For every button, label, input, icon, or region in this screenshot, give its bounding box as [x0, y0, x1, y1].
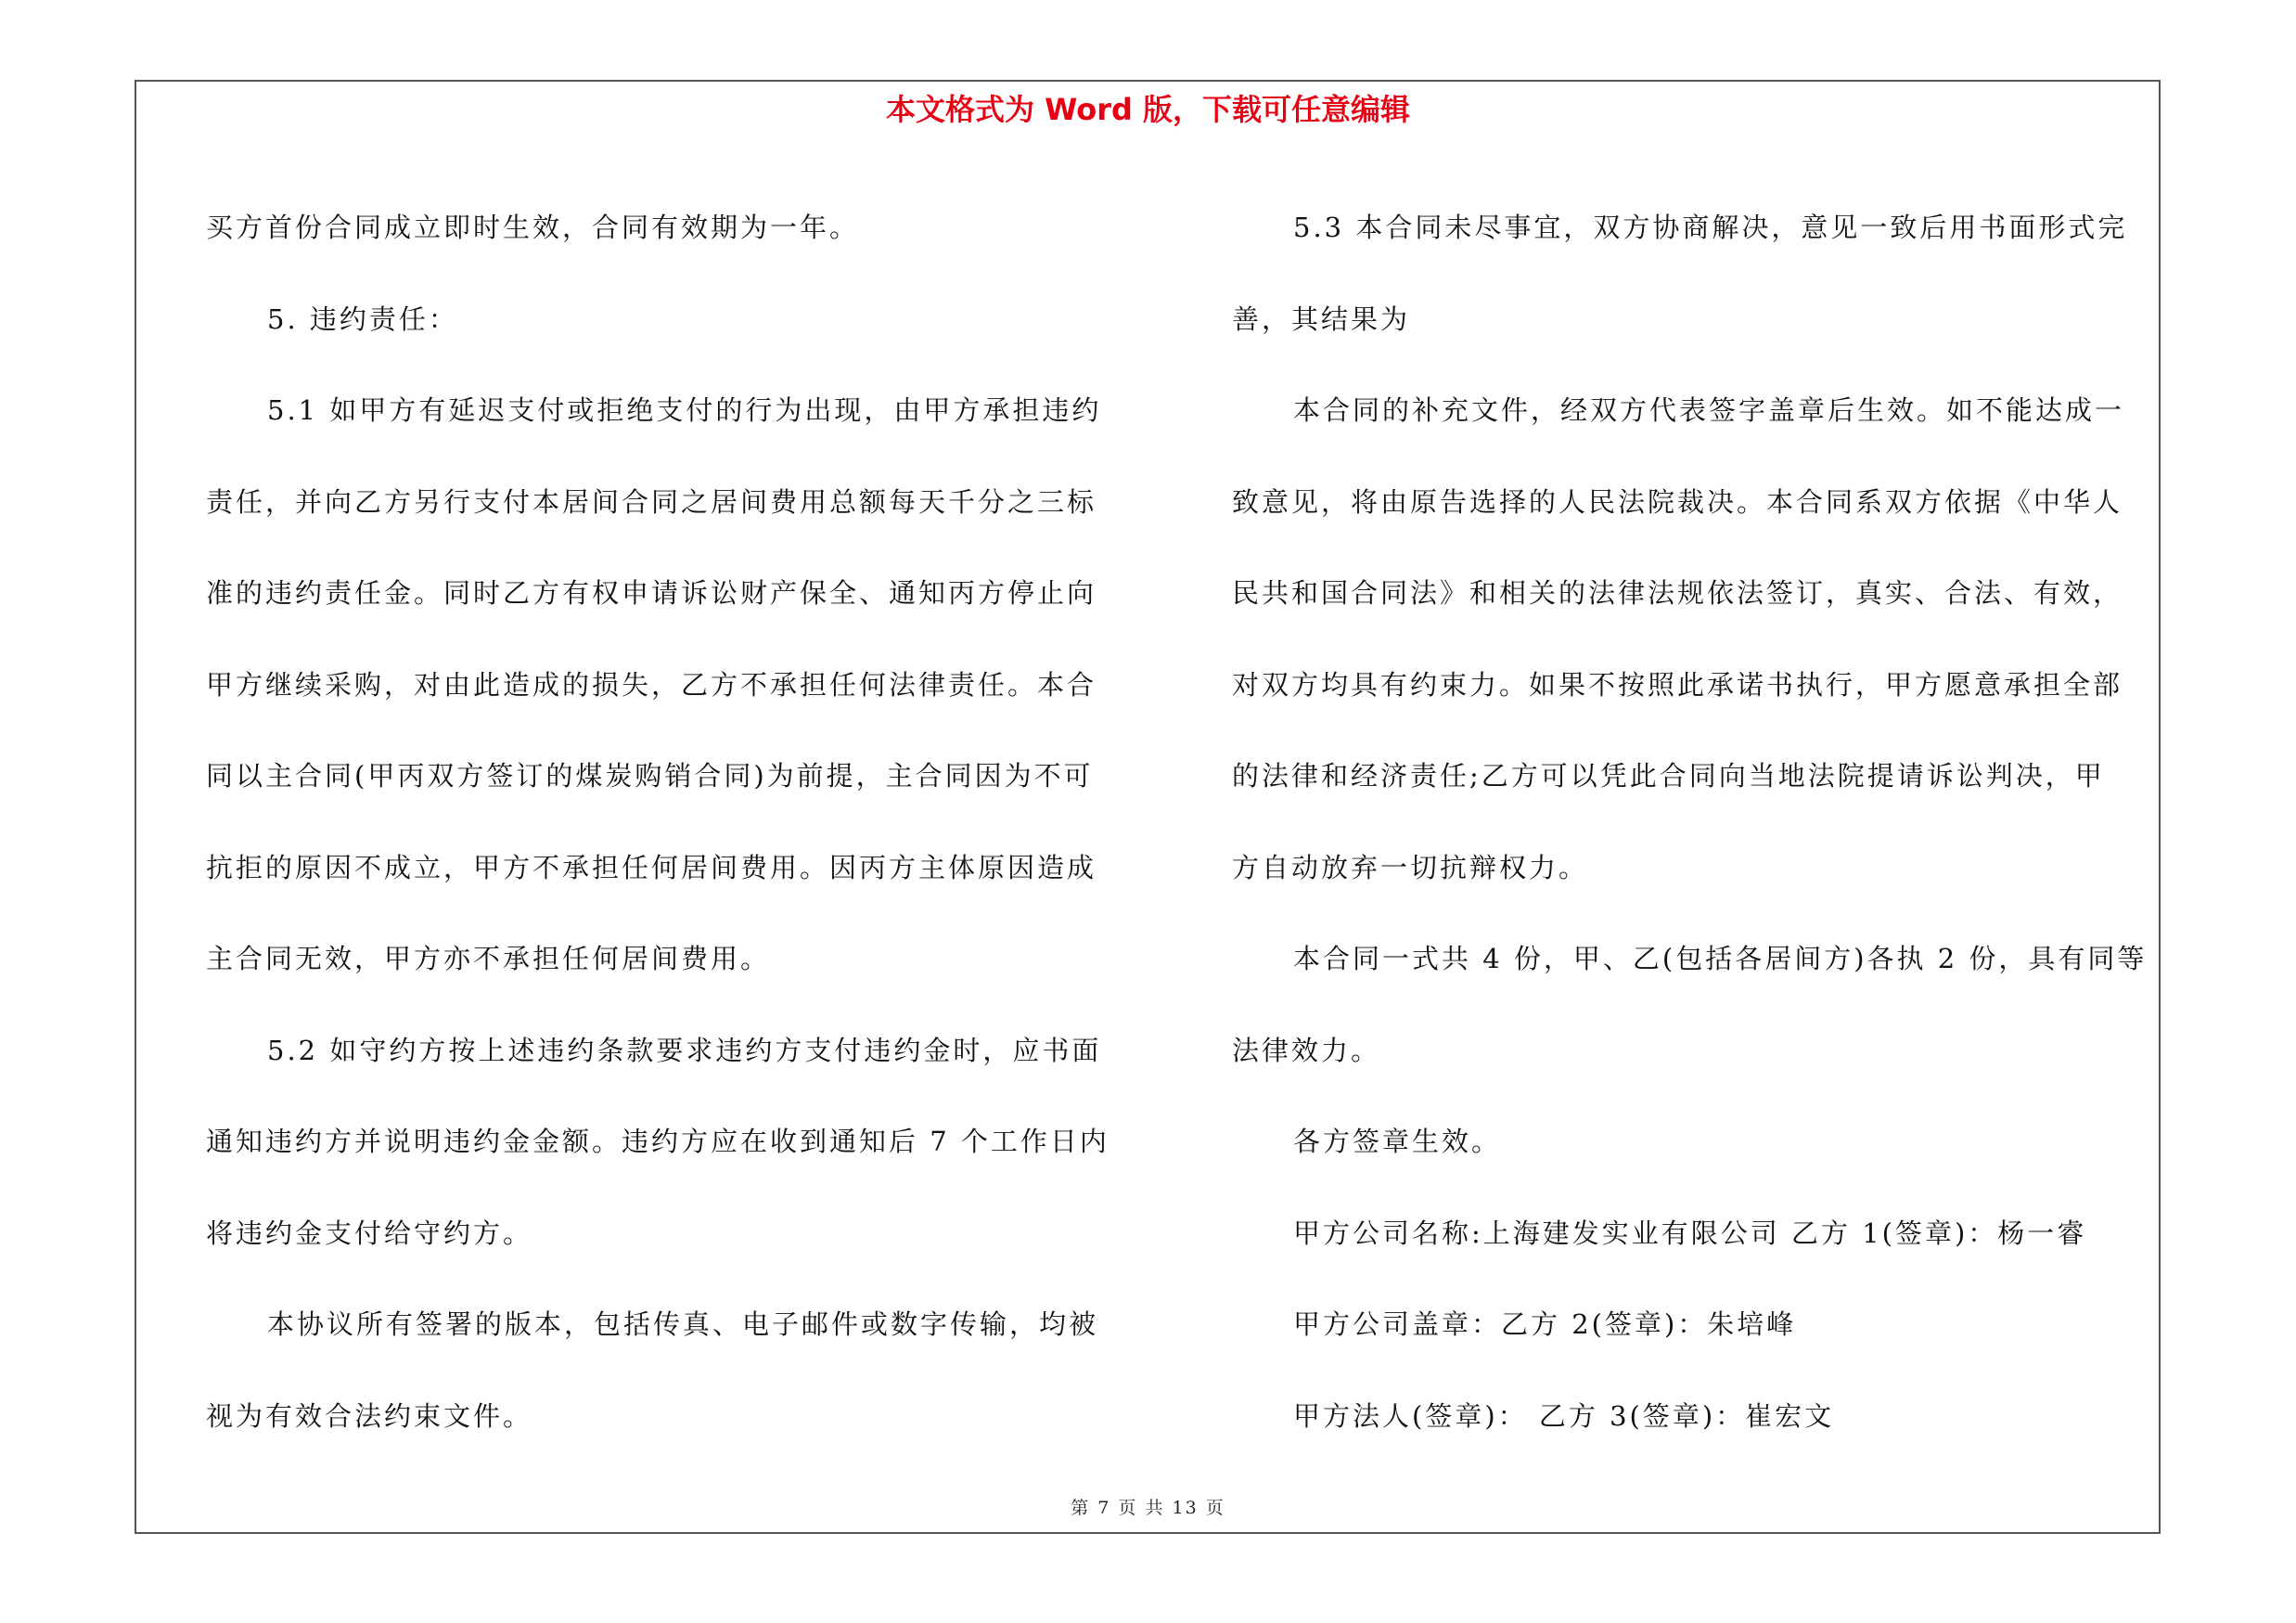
paragraph-line: 甲方继续采购，对由此造成的损失，乙方不承担任何法律责任。本合 — [206, 668, 1097, 701]
paragraph-line: 准的违约责任金。同时乙方有权申请诉讼财产保全、通知丙方停止向 — [206, 577, 1097, 609]
page-number: 第 7 页 共 13 页 — [1071, 1498, 1225, 1518]
paragraph-line: 对双方均具有约束力。如果不按照此承诺书执行，甲方愿意承担全部 — [1232, 668, 2123, 701]
paragraph-line: 抗拒的原因不成立，甲方不承担任何居间费用。因丙方主体原因造成 — [206, 851, 1097, 883]
paragraph-line: 各方签章生效。 — [1293, 1126, 1502, 1157]
paragraph-line: 通知违约方并说明违约金金额。违约方应在收到通知后 7 个工作日内 — [206, 1126, 1110, 1157]
paragraph-line: 民共和国合同法》和相关的法律法规依法签订，真实、合法、有效， — [1232, 577, 2123, 609]
paragraph-line: 将违约金支付给守约方。 — [206, 1217, 533, 1249]
paragraph-line: 本合同的补充文件，经双方代表签字盖章后生效。如不能达成一 — [1293, 394, 2125, 426]
paragraph-line: 5. 违约责任： — [267, 303, 458, 335]
signature-line: 甲方公司盖章：乙方 2(签章)：朱培峰 — [1293, 1308, 1797, 1340]
left-text-column — [206, 182, 1134, 1462]
paragraph-line: 视为有效合法约束文件。 — [206, 1399, 533, 1432]
signature-line: 甲方公司名称:上海建发实业有限公司 乙方 1(签章)：杨一睿 — [1293, 1217, 2087, 1249]
paragraph-line: 5.3 本合同未尽事宜，双方协商解决，意见一致后用书面形式完 — [1293, 212, 2128, 243]
paragraph-line: 善，其结果为 — [1232, 303, 1411, 335]
paragraph-line: 5.1 如甲方有延迟支付或拒绝支付的行为出现，由甲方承担违约 — [267, 394, 1102, 426]
paragraph-line: 本合同一式共 4 份，甲、乙(包括各居间方)各执 2 份，具有同等 — [1293, 943, 2148, 974]
paragraph-line: 买方首份合同成立即时生效，合同有效期为一年。 — [206, 212, 860, 243]
right-text-column — [1232, 182, 2169, 1462]
paragraph-line: 本协议所有签署的版本，包括传真、电子邮件或数字传输，均被 — [267, 1308, 1099, 1340]
paragraph-line: 同以主合同(甲丙双方签订的煤炭购销合同)为前提，主合同因为不可 — [206, 760, 1094, 792]
paragraph-line: 主合同无效，甲方亦不承担任何居间费用。 — [206, 943, 771, 974]
paragraph-line: 方自动放弃一切抗辩权力。 — [1232, 851, 1589, 883]
signature-line: 甲方法人(签章)： 乙方 3(签章)：崔宏文 — [1293, 1399, 1835, 1432]
paragraph-line: 法律效力。 — [1232, 1034, 1381, 1066]
document-header: 本文格式为 Word 版，下载可任意编辑 — [885, 92, 1411, 127]
paragraph-line: 的法律和经济责任;乙方可以凭此合同向当地法院提请诉讼判决，甲 — [1232, 760, 2105, 792]
paragraph-line: 责任，并向乙方另行支付本居间合同之居间费用总额每天千分之三标 — [206, 485, 1097, 518]
paragraph-line: 5.2 如守约方按上述违约条款要求违约方支付违约金时，应书面 — [267, 1034, 1102, 1066]
paragraph-line: 致意见，将由原告选择的人民法院裁决。本合同系双方依据《中华人 — [1232, 485, 2123, 518]
